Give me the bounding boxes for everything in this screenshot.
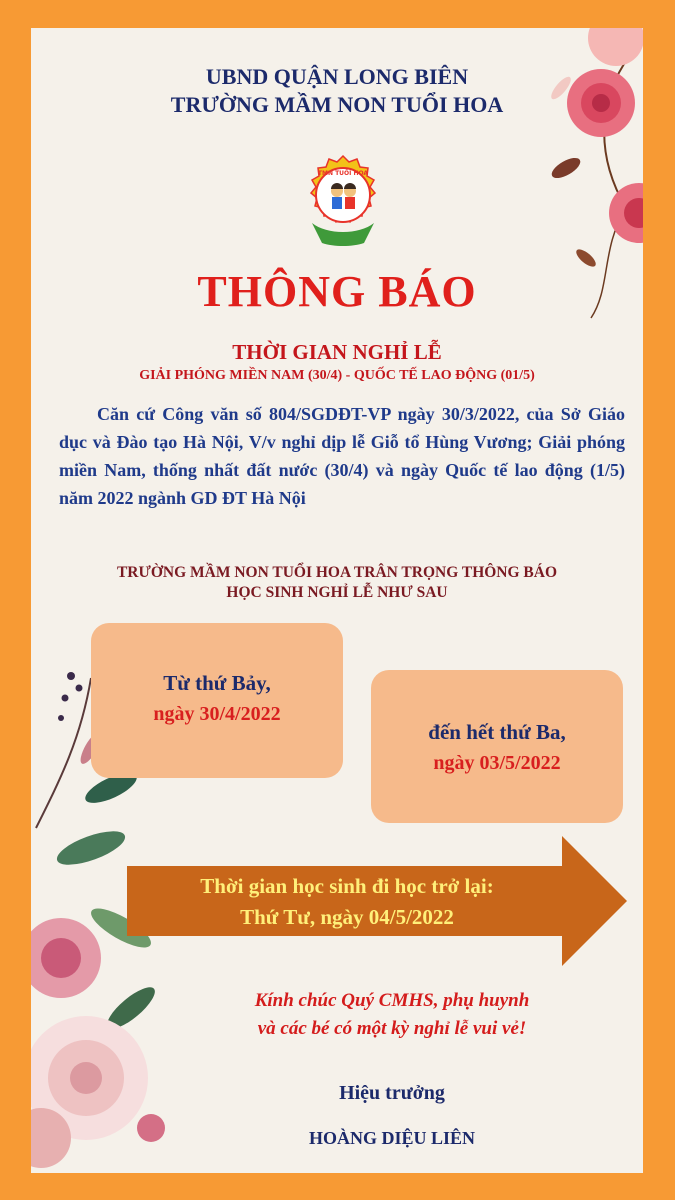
announcement-line-1: TRƯỜNG MẦM NON TUỔI HOA TRÂN TRỌNG THÔNG BÁO [116,564,558,581]
from-date-label: ngày 30/4/2022 [153,703,281,725]
return-date: Thứ Tư, ngày 04/5/2022 [240,905,454,929]
signer-role: Hiệu trưởng [339,1082,445,1104]
to-date-box [371,670,623,823]
holiday-names: GIẢI PHÓNG MIỀN NAM (30/4) - QUỐC TẾ LAO ĐỘNG (01/5) [139,368,535,383]
return-arrow-shape [127,836,627,966]
notice-paper [31,28,643,1173]
signer-name: HOÀNG DIỆU LIÊN [308,1128,476,1148]
to-date-label: ngày 03/5/2022 [433,752,561,774]
announcement-line-2: HỌC SINH NGHỈ LỄ NHƯ SAU [226,584,448,601]
district-header: UBND QUẬN LONG BIÊN [205,64,469,89]
wish-line-1: Kính chúc Quý CMHS, phụ huynh [254,990,530,1011]
svg-text:TMN TUỔI HOA: TMN TUỔI HOA [317,170,369,177]
holiday-subtitle: THỜI GIAN NGHỈ LỄ [232,340,442,364]
return-label: Thời gian học sinh đi học trở lại: [200,874,494,898]
legal-basis-paragraph: Căn cứ Công văn số 804/SGDĐT-VP ngày 30/3/2022, của Sở Giáo dục và Đào tạo Hà Nội, V/v nghỉ dịp lễ Giỗ tổ Hùng Vương; Giải phóng miền Nam, thống nhất đất nước (30/4) và ngày Quốc tế lao động (1/5) năm 2022 ngành GD ĐT Hà Nội [59,404,625,508]
from-day-label: Từ thứ Bảy, [163,671,271,695]
page-title: THÔNG BÁO [197,267,477,316]
to-day-label: đến hết thứ Ba, [428,720,566,744]
school-logo [302,153,384,248]
school-header: TRƯỜNG MẦM NON TUỔI HOA [170,92,504,117]
from-date-box [91,623,343,778]
wish-line-2: và các bé có một kỳ nghỉ lễ vui vẻ! [257,1018,527,1039]
